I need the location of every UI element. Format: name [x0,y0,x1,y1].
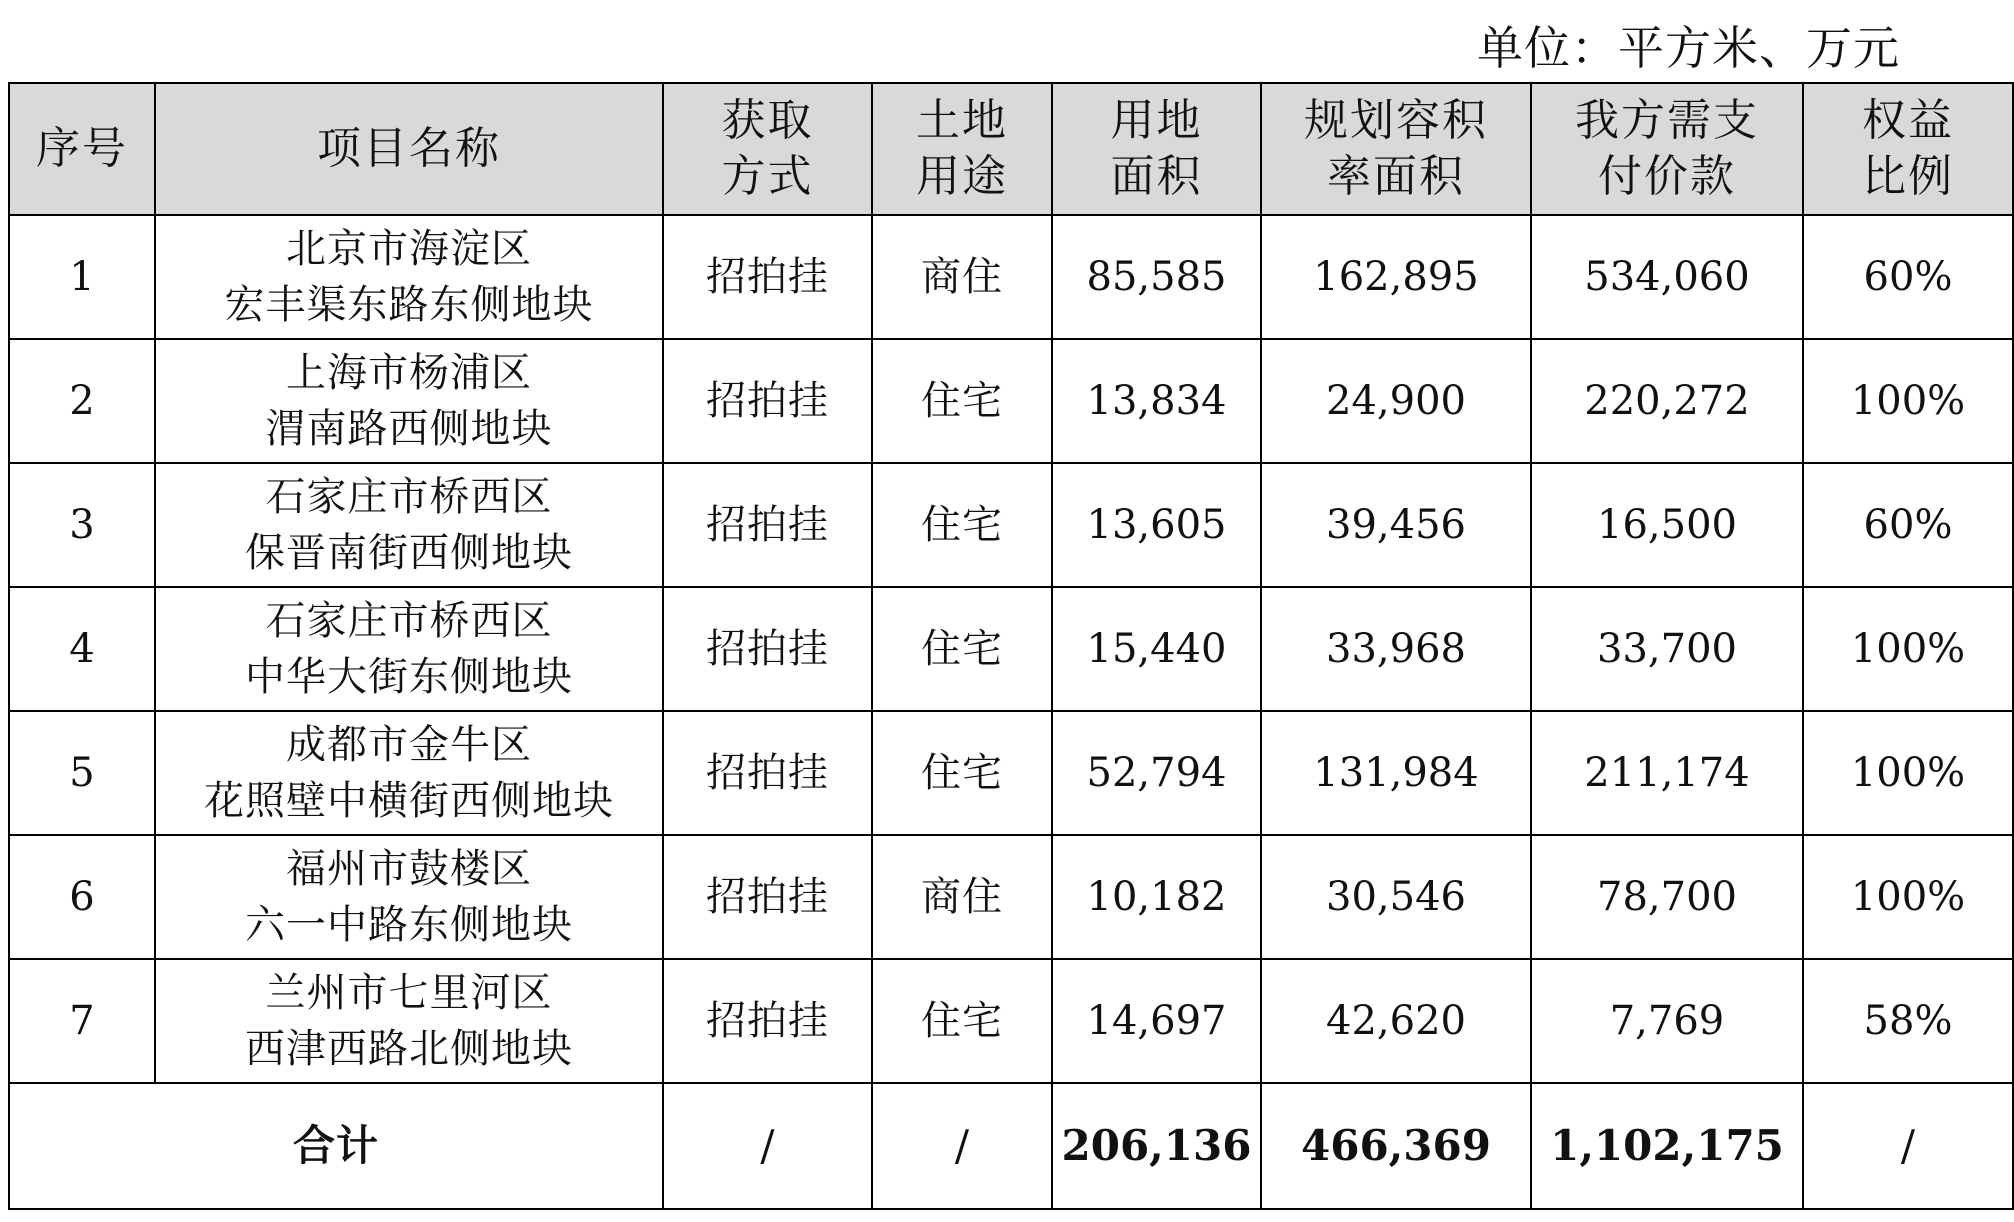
cell-equity-ratio: 58% [1803,959,2013,1083]
header-land-area [1052,83,1261,215]
header-line: 获取 [721,95,814,146]
cell-land-area: 85,585 [1052,215,1261,339]
cell-land-area: 14,697 [1052,959,1261,1083]
total-land-use: / [872,1083,1052,1209]
cell-land-use: 住宅 [872,463,1052,587]
header-line: 土地 [916,95,1008,146]
cell-land-area: 13,834 [1052,339,1261,463]
land-parcel-table [8,82,2014,1210]
cell-equity-ratio: 60% [1803,463,2013,587]
cell-project-name [155,215,663,339]
project-parcel: 保晋南街西侧地块 [245,530,573,576]
cell-project-name [155,339,663,463]
cell-payment: 33,700 [1531,587,1803,711]
cell-seq: 3 [9,463,155,587]
total-equity-ratio: / [1803,1083,2013,1209]
cell-seq: 6 [9,835,155,959]
cell-project-name [155,959,663,1083]
cell-planned-gfa: 162,895 [1261,215,1531,339]
cell-equity-ratio: 100% [1803,835,2013,959]
cell-seq: 2 [9,339,155,463]
cell-planned-gfa: 33,968 [1261,587,1531,711]
header-line: 我方需支 [1575,95,1759,146]
header-line: 付价款 [1598,151,1736,202]
cell-seq: 5 [9,711,155,835]
table-row [9,959,2013,1083]
cell-land-use: 住宅 [872,711,1052,835]
header-payment [1531,83,1803,215]
project-parcel: 六一中路东侧地块 [245,902,573,948]
cell-acquisition-method: 招拍挂 [663,339,872,463]
total-acquisition-method: / [663,1083,872,1209]
project-city-district: 成都市金牛区 [286,722,532,768]
cell-land-area: 13,605 [1052,463,1261,587]
table-row [9,215,2013,339]
project-city-district: 石家庄市桥西区 [265,474,553,520]
project-city-district: 福州市鼓楼区 [286,846,532,892]
total-label: 合计 [9,1083,663,1209]
header-planned-gfa [1261,83,1531,215]
header-line: 用地 [1110,95,1203,146]
project-city-district: 北京市海淀区 [286,226,532,272]
header-line: 方式 [721,151,814,202]
header-line: 比例 [1862,151,1954,202]
unit-note: 单位：平方米、万元 [1477,21,1900,75]
cell-project-name [155,587,663,711]
project-parcel: 西津西路北侧地块 [245,1026,573,1072]
header-row [9,83,2013,215]
cell-acquisition-method: 招拍挂 [663,587,872,711]
cell-land-area: 10,182 [1052,835,1261,959]
cell-seq: 4 [9,587,155,711]
header-equity-ratio [1803,83,2013,215]
header-project-name: 项目名称 [155,83,663,215]
cell-acquisition-method: 招拍挂 [663,463,872,587]
project-parcel: 中华大街东侧地块 [245,654,573,700]
header-line: 用途 [916,151,1008,202]
cell-land-use: 住宅 [872,587,1052,711]
cell-seq: 7 [9,959,155,1083]
cell-payment: 78,700 [1531,835,1803,959]
cell-land-area: 52,794 [1052,711,1261,835]
cell-project-name [155,463,663,587]
header-line: 权益 [1862,95,1954,146]
cell-planned-gfa: 39,456 [1261,463,1531,587]
cell-acquisition-method: 招拍挂 [663,835,872,959]
cell-payment: 211,174 [1531,711,1803,835]
total-row [9,1083,2013,1209]
cell-acquisition-method: 招拍挂 [663,711,872,835]
header-seq: 序号 [9,83,155,215]
project-parcel: 宏丰渠东路东侧地块 [224,282,594,328]
cell-land-use: 商住 [872,215,1052,339]
cell-project-name [155,711,663,835]
cell-planned-gfa: 30,546 [1261,835,1531,959]
cell-land-use: 住宅 [872,959,1052,1083]
cell-land-area: 15,440 [1052,587,1261,711]
header-line: 率面积 [1327,151,1465,202]
total-payment: 1,102,175 [1531,1083,1803,1209]
cell-equity-ratio: 60% [1803,215,2013,339]
cell-payment: 220,272 [1531,339,1803,463]
project-parcel: 花照壁中横街西侧地块 [204,778,614,824]
project-city-district: 石家庄市桥西区 [265,598,553,644]
cell-equity-ratio: 100% [1803,587,2013,711]
cell-payment: 16,500 [1531,463,1803,587]
table-row [9,587,2013,711]
cell-acquisition-method: 招拍挂 [663,959,872,1083]
project-parcel: 渭南路西侧地块 [265,406,553,452]
cell-planned-gfa: 24,900 [1261,339,1531,463]
cell-planned-gfa: 131,984 [1261,711,1531,835]
header-line: 规划容积 [1304,95,1488,146]
table-row [9,835,2013,959]
total-land-area: 206,136 [1052,1083,1261,1209]
project-city-district: 兰州市七里河区 [265,970,553,1016]
cell-seq: 1 [9,215,155,339]
cell-equity-ratio: 100% [1803,711,2013,835]
header-line: 面积 [1110,151,1203,202]
cell-planned-gfa: 42,620 [1261,959,1531,1083]
total-planned-gfa: 466,369 [1261,1083,1531,1209]
project-city-district: 上海市杨浦区 [286,350,532,396]
header-land-use [872,83,1052,215]
table-row [9,711,2013,835]
header-acquisition-method [663,83,872,215]
table-row [9,339,2013,463]
cell-equity-ratio: 100% [1803,339,2013,463]
cell-payment: 7,769 [1531,959,1803,1083]
cell-project-name [155,835,663,959]
cell-land-use: 商住 [872,835,1052,959]
cell-acquisition-method: 招拍挂 [663,215,872,339]
table-row [9,463,2013,587]
cell-payment: 534,060 [1531,215,1803,339]
cell-land-use: 住宅 [872,339,1052,463]
